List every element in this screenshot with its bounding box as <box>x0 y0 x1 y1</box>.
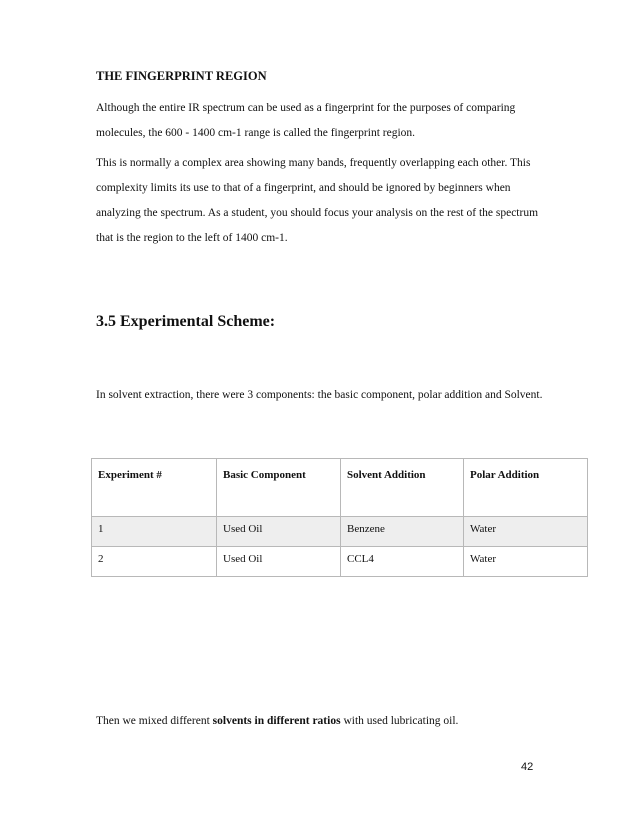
cell-polar-addition: Water <box>464 517 588 547</box>
paragraph-fingerprint-intro: Although the entire IR spectrum can be used as a fingerprint for the purposes of comparing molecules, the 600 - 1400 cm-1 range is called the fingerprint region. <box>96 102 516 139</box>
section-title-experimental-scheme: 3.5 Experimental Scheme: <box>96 313 276 330</box>
text-after: with used lubricating oil. <box>340 715 459 727</box>
cell-experiment: 2 <box>92 547 217 577</box>
experiment-table <box>91 458 588 577</box>
section-heading-fingerprint: THE FINGERPRINT REGION <box>96 69 267 83</box>
cell-solvent-addition: Benzene <box>341 517 464 547</box>
table-header-row <box>92 459 588 517</box>
paragraph-mixed-solvents <box>96 709 544 734</box>
cell-basic-component: Used Oil <box>217 547 341 577</box>
paragraph-solvent-extraction: In solvent extraction, there were 3 components: the basic component, polar addition and Solvent. <box>96 389 543 401</box>
table-row <box>92 547 588 577</box>
cell-polar-addition: Water <box>464 547 588 577</box>
header-experiment: Experiment # <box>92 459 217 517</box>
header-basic-component: Basic Component <box>217 459 341 517</box>
header-solvent-addition: Solvent Addition <box>341 459 464 517</box>
table-row <box>92 517 588 547</box>
cell-basic-component: Used Oil <box>217 517 341 547</box>
cell-solvent-addition: CCL4 <box>341 547 464 577</box>
header-polar-addition: Polar Addition <box>464 459 588 517</box>
text-bold-solvents: solvents in different ratios <box>212 715 341 727</box>
page-number: 42 <box>521 761 534 773</box>
cell-experiment: 1 <box>92 517 217 547</box>
paragraph-fingerprint-complexity: This is normally a complex area showing many bands, frequently overlapping each other. This complexity limits its use to that of a fingerprint, and should be ignored by beginners when analyzing the spectrum. As a student, you should focus your analysis on the rest of the spectrum that is the region to the left of 1400 cm-1. <box>96 157 539 244</box>
text-before: Then we mixed different <box>96 715 213 727</box>
